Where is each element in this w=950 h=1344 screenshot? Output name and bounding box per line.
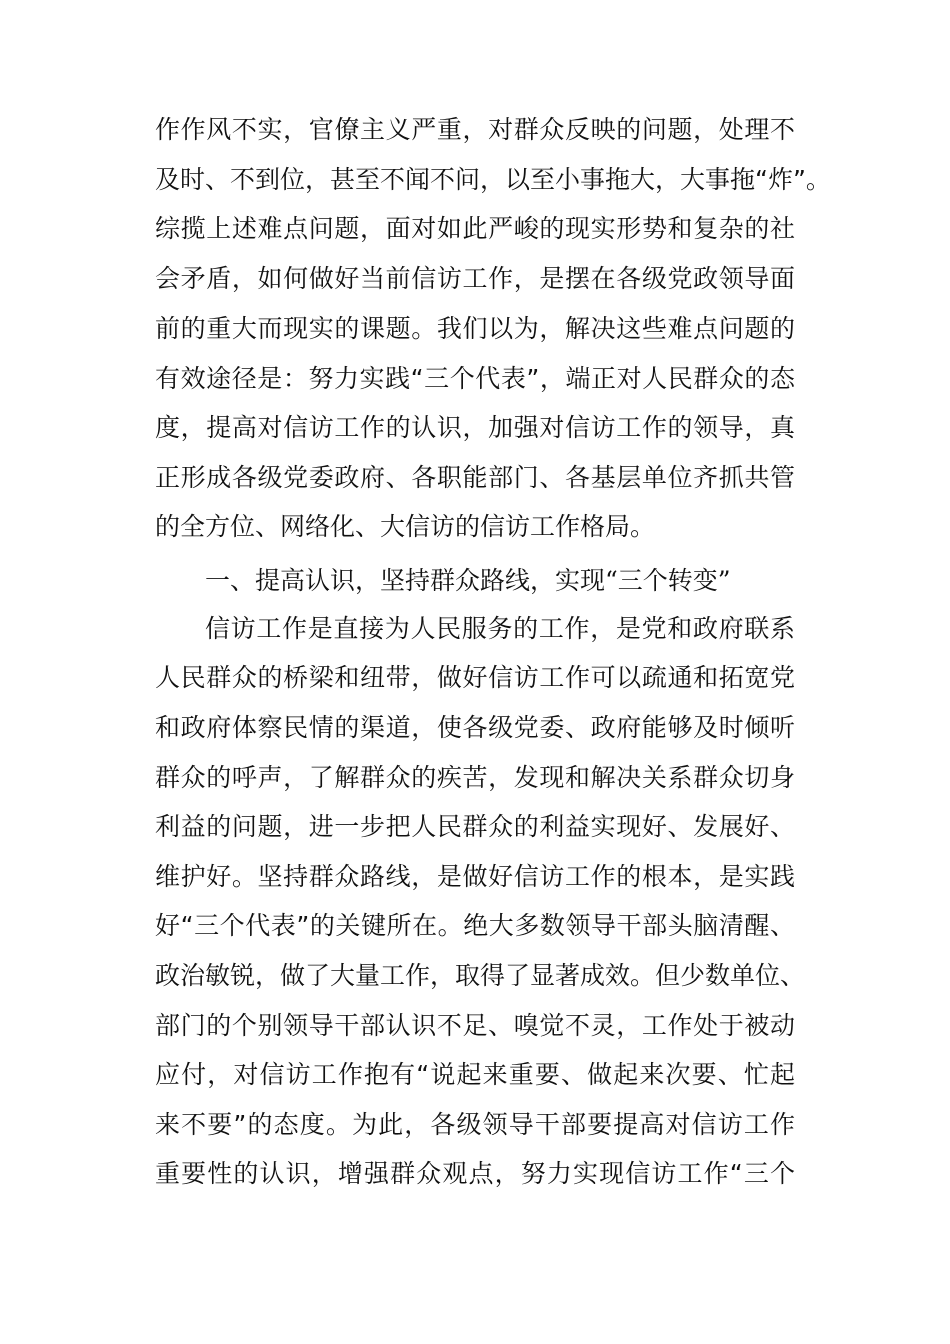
section-heading: 一、提高认识，坚持群众路线，实现“三个转变” — [205, 566, 731, 595]
paragraph-1-line-4: 会矛盾，如何做好当前信访工作，是摆在各级党政领导面 — [155, 264, 795, 293]
paragraph-2-line-10: 应付，对信访工作抱有“说起来重要、做起来次要、忙起 — [155, 1060, 795, 1089]
paragraph-1-line-6: 有效途径是：努力实践“三个代表”，端正对人民群众的态 — [155, 364, 795, 393]
paragraph-1-line-7: 度，提高对信访工作的认识，加强对信访工作的领导，真 — [155, 413, 795, 442]
paragraph-1-line-1: 作作风不实，官僚主义严重，对群众反映的问题，处理不 — [155, 115, 795, 144]
paragraph-1-line-9: 的全方位、网络化、大信访的信访工作格局。 — [155, 512, 656, 541]
paragraph-2-line-6: 维护好。坚持群众路线，是做好信访工作的根本，是实践 — [155, 862, 795, 891]
paragraph-2-line-4: 群众的呼声，了解群众的疾苦，发现和解决关系群众切身 — [155, 763, 795, 792]
paragraph-1-line-8: 正形成各级党委政府、各职能部门、各基层单位齐抓共管 — [155, 463, 795, 492]
paragraph-2-line-5: 利益的问题，进一步把人民群众的利益实现好、发展好、 — [155, 812, 795, 841]
paragraph-2-line-3: 和政府体察民情的渠道，使各级党委、政府能够及时倾听 — [155, 713, 795, 742]
paragraph-2-line-11: 来不要”的态度。为此，各级领导干部要提高对信访工作 — [155, 1110, 795, 1139]
paragraph-1-line-3: 综揽上述难点问题，面对如此严峻的现实形势和复杂的社 — [155, 214, 795, 243]
paragraph-2-line-12: 重要性的认识，增强群众观点，努力实现信访工作“三个 — [155, 1159, 795, 1188]
paragraph-2-line-2: 人民群众的桥梁和纽带，做好信访工作可以疏通和拓宽党 — [155, 663, 795, 692]
paragraph-2-line-1: 信访工作是直接为人民服务的工作，是党和政府联系 — [205, 614, 795, 643]
paragraph-2-line-8: 政治敏锐，做了大量工作，取得了显著成效。但少数单位、 — [155, 961, 806, 990]
paragraph-2-line-9: 部门的个别领导干部认识不足、嗅觉不灵，工作处于被动 — [155, 1011, 795, 1040]
paragraph-2-line-7: 好“三个代表”的关键所在。绝大多数领导干部头脑清醒、 — [155, 911, 795, 940]
paragraph-1-line-2: 及时、不到位，甚至不闻不问，以至小事拖大，大事拖“炸”。 — [155, 165, 831, 194]
paragraph-1-line-5: 前的重大而现实的课题。我们以为，解决这些难点问题的 — [155, 314, 795, 343]
